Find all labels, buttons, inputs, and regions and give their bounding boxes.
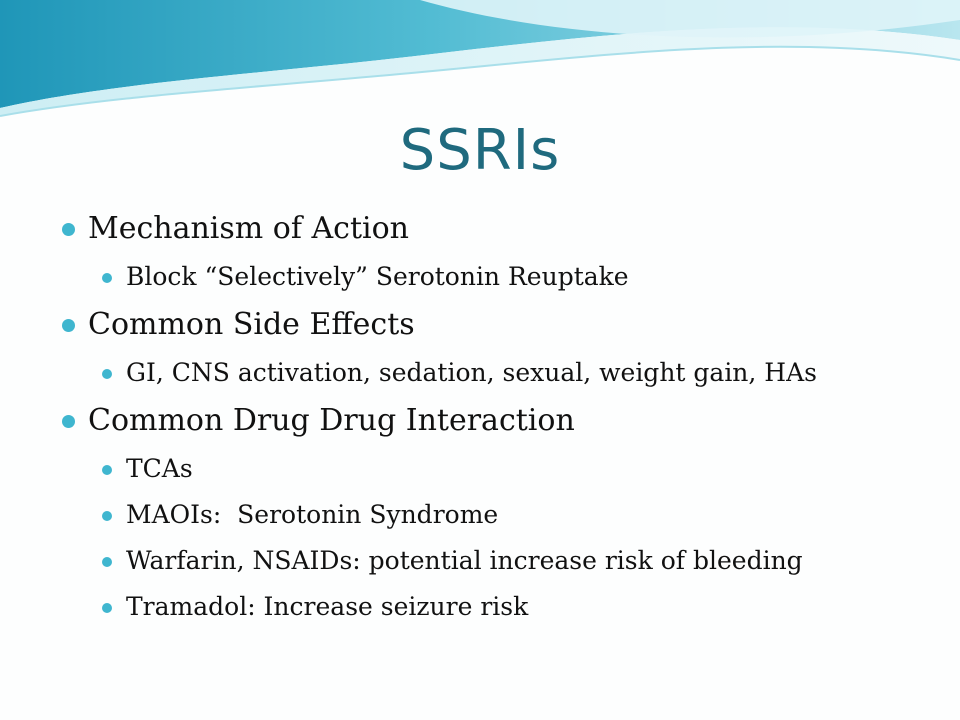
bullet-list — [60, 204, 940, 630]
bullet-dot-icon — [62, 415, 75, 428]
sub-bullet-text: GI, CNS activation, sedation, sexual, weight gain, HAs — [126, 358, 817, 387]
sub-bullet-text: TCAs — [126, 454, 193, 483]
bullet-dot-icon — [62, 319, 75, 332]
sub-bullet-side-effects-1 — [60, 350, 940, 396]
bullet-text: Common Side Effects — [88, 307, 415, 342]
sub-bullet-dot-icon — [102, 603, 112, 613]
sub-bullet-dot-icon — [102, 369, 112, 379]
sub-bullet-mechanism-1 — [60, 254, 940, 300]
sub-bullet-dot-icon — [102, 465, 112, 475]
bullet-dot-icon — [62, 223, 75, 236]
sub-bullet-text: Tramadol: Increase seizure risk — [126, 592, 529, 621]
sub-bullet-interaction-2 — [60, 492, 940, 538]
sub-bullet-text: Warfarin, NSAIDs: potential increase risk of bleeding — [126, 546, 803, 575]
bullet-text: Mechanism of Action — [88, 211, 409, 246]
sub-bullet-interaction-1 — [60, 446, 940, 492]
bullet-drug-interaction — [60, 396, 940, 446]
bullet-text: Common Drug Drug Interaction — [88, 403, 575, 438]
sub-bullet-dot-icon — [102, 511, 112, 521]
bullet-side-effects — [60, 300, 940, 350]
sub-bullet-text: Block “Selectively” Serotonin Reuptake — [126, 262, 629, 291]
sub-bullet-text: MAOIs: Serotonin Syndrome — [126, 500, 499, 529]
sub-bullet-dot-icon — [102, 557, 112, 567]
header-wave-decoration — [0, 0, 960, 130]
slide-title: SSRIs — [399, 118, 561, 183]
sub-bullet-dot-icon — [102, 273, 112, 283]
bullet-mechanism — [60, 204, 940, 254]
sub-bullet-interaction-4 — [60, 584, 940, 630]
sub-bullet-interaction-3 — [60, 538, 940, 584]
